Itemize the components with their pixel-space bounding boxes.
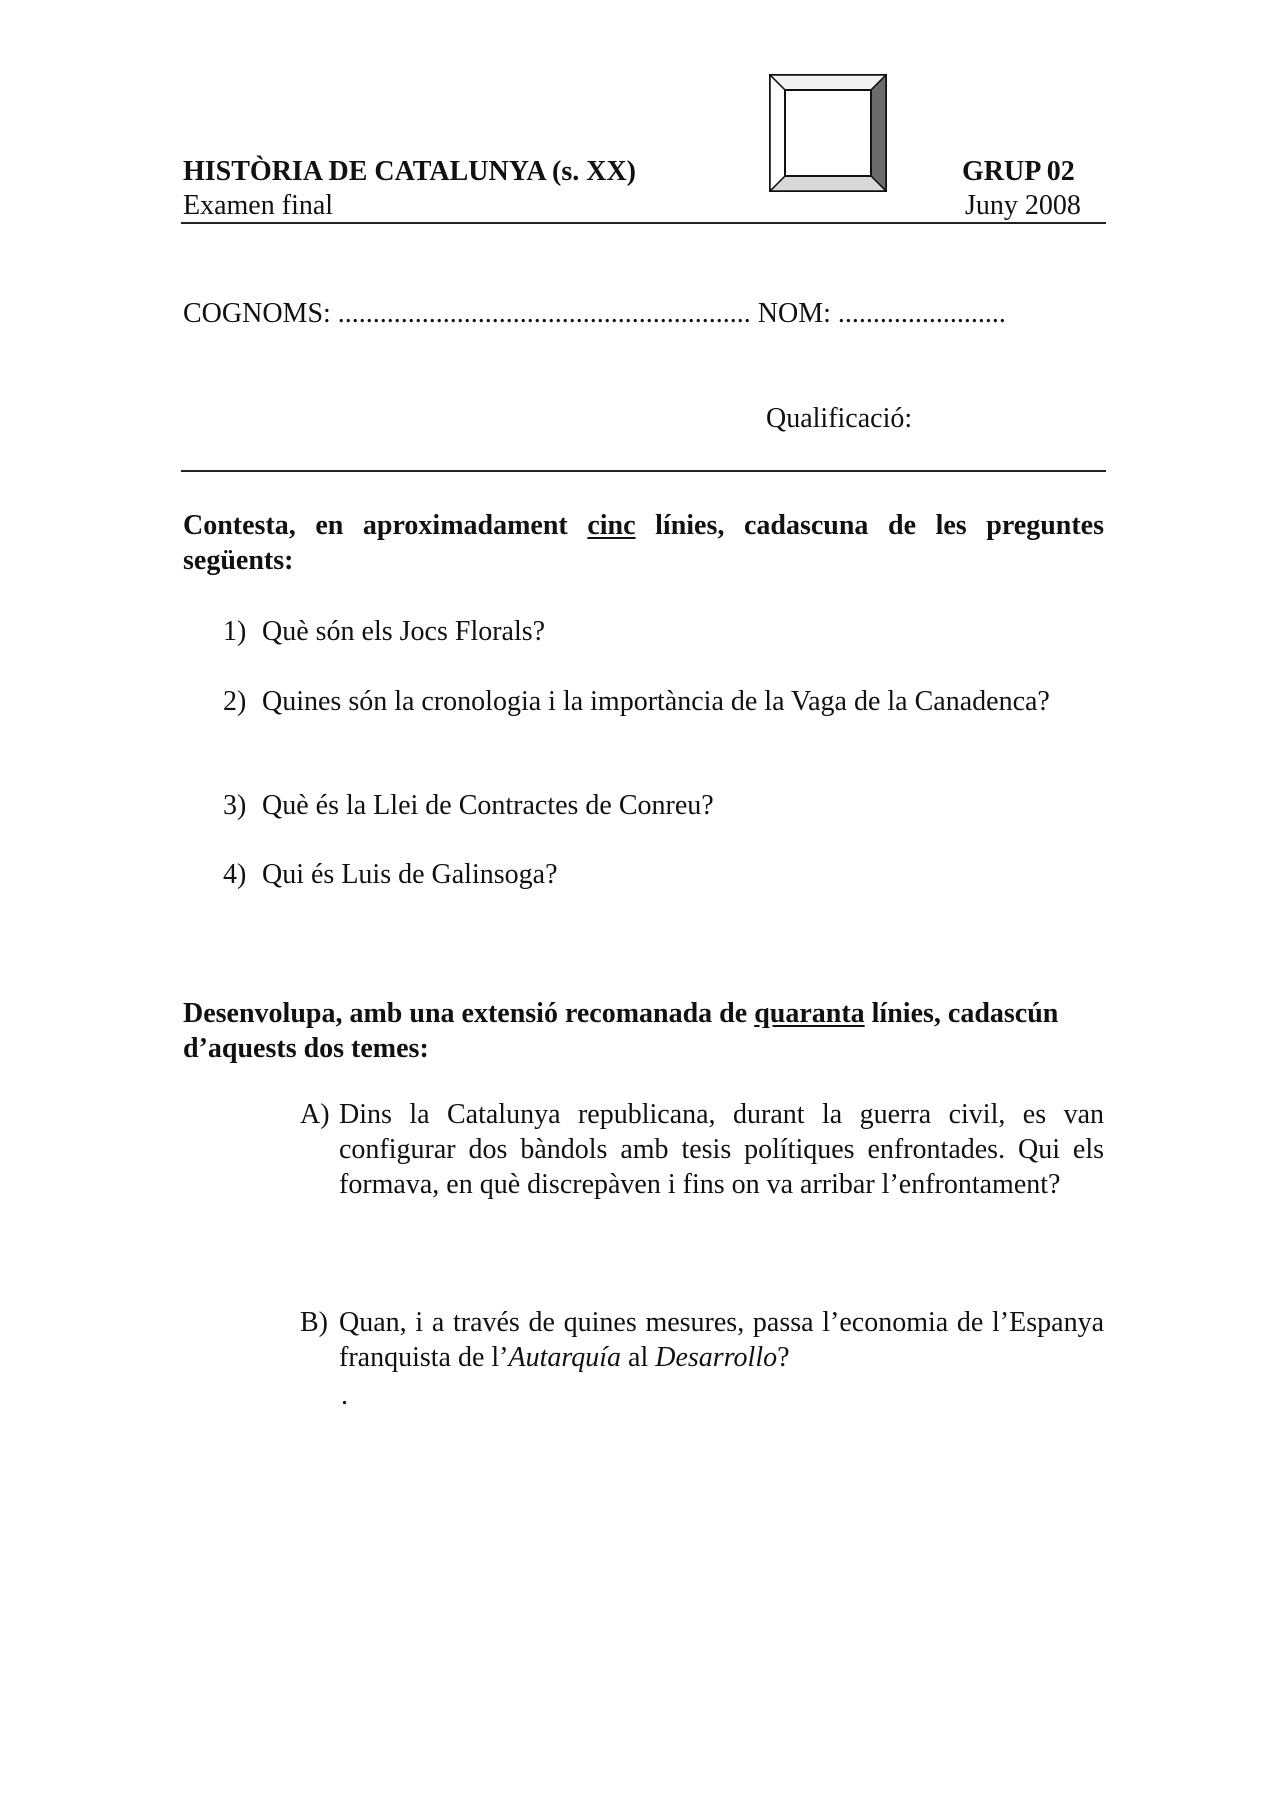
- topic-text: [339, 1305, 1104, 1375]
- topic-text-part: Quan, i a través de quines mesures, passa l’economia de l’Espanya franquista de l’: [339, 1307, 1104, 1373]
- topic-label: B): [300, 1307, 328, 1338]
- exam-date: Juny 2008: [965, 190, 1081, 221]
- form-rule: [181, 470, 1106, 472]
- question-number: 2): [223, 686, 247, 717]
- instruction-text: línies, cadascún d’aquests dos temes:: [183, 998, 1059, 1064]
- question-number: 1): [223, 616, 247, 647]
- instruction-text: línies, cadascuna de les preguntes següents:: [183, 510, 1104, 576]
- grade-label: Qualificació:: [766, 403, 913, 434]
- question-text: Què és la Llei de Contractes de Conreu?: [262, 790, 714, 821]
- topic-label: A): [300, 1099, 330, 1130]
- topic-italic-term: Desarrollo: [655, 1342, 778, 1373]
- trailing-period: .: [341, 1380, 348, 1411]
- topic-text-part: ?: [777, 1342, 790, 1373]
- section1-instruction: [183, 508, 1104, 578]
- question-number: 4): [223, 859, 247, 890]
- topic-text: Dins la Catalunya republicana, durant la guerra civil, es van configurar dos bàndols amb tesis polítiques enfrontades. Qui els formava, en què discrepàven i fins on va arribar l’enfrontament?: [339, 1099, 1104, 1200]
- grade-box-frame-icon: [769, 74, 887, 192]
- instruction-emphasis: cinc: [587, 510, 636, 541]
- instruction-emphasis: quaranta: [754, 998, 865, 1029]
- course-title: HISTÒRIA DE CATALUNYA (s. XX): [183, 156, 637, 187]
- exam-type: Examen final: [183, 190, 334, 221]
- question-text: Qui és Luis de Galinsoga?: [262, 859, 558, 890]
- question-number: 3): [223, 790, 247, 821]
- header-rule: [181, 222, 1106, 224]
- instruction-text: Contesta, en aproximadament: [183, 510, 588, 541]
- group-label: GRUP 02: [962, 156, 1075, 187]
- question-text: Quines són la cronologia i la importància de la Vaga de la Canadenca?: [262, 686, 1050, 717]
- section2-instruction: [183, 996, 1063, 1066]
- question-text: Què són els Jocs Florals?: [262, 616, 546, 647]
- name-fields: COGNOMS: ........................................................... NOM: ........................: [183, 298, 1006, 329]
- topic-text-part: al: [621, 1342, 656, 1373]
- topic-italic-term: Autarquía: [508, 1342, 622, 1373]
- instruction-text: Desenvolupa, amb una extensió recomanada de: [183, 998, 755, 1029]
